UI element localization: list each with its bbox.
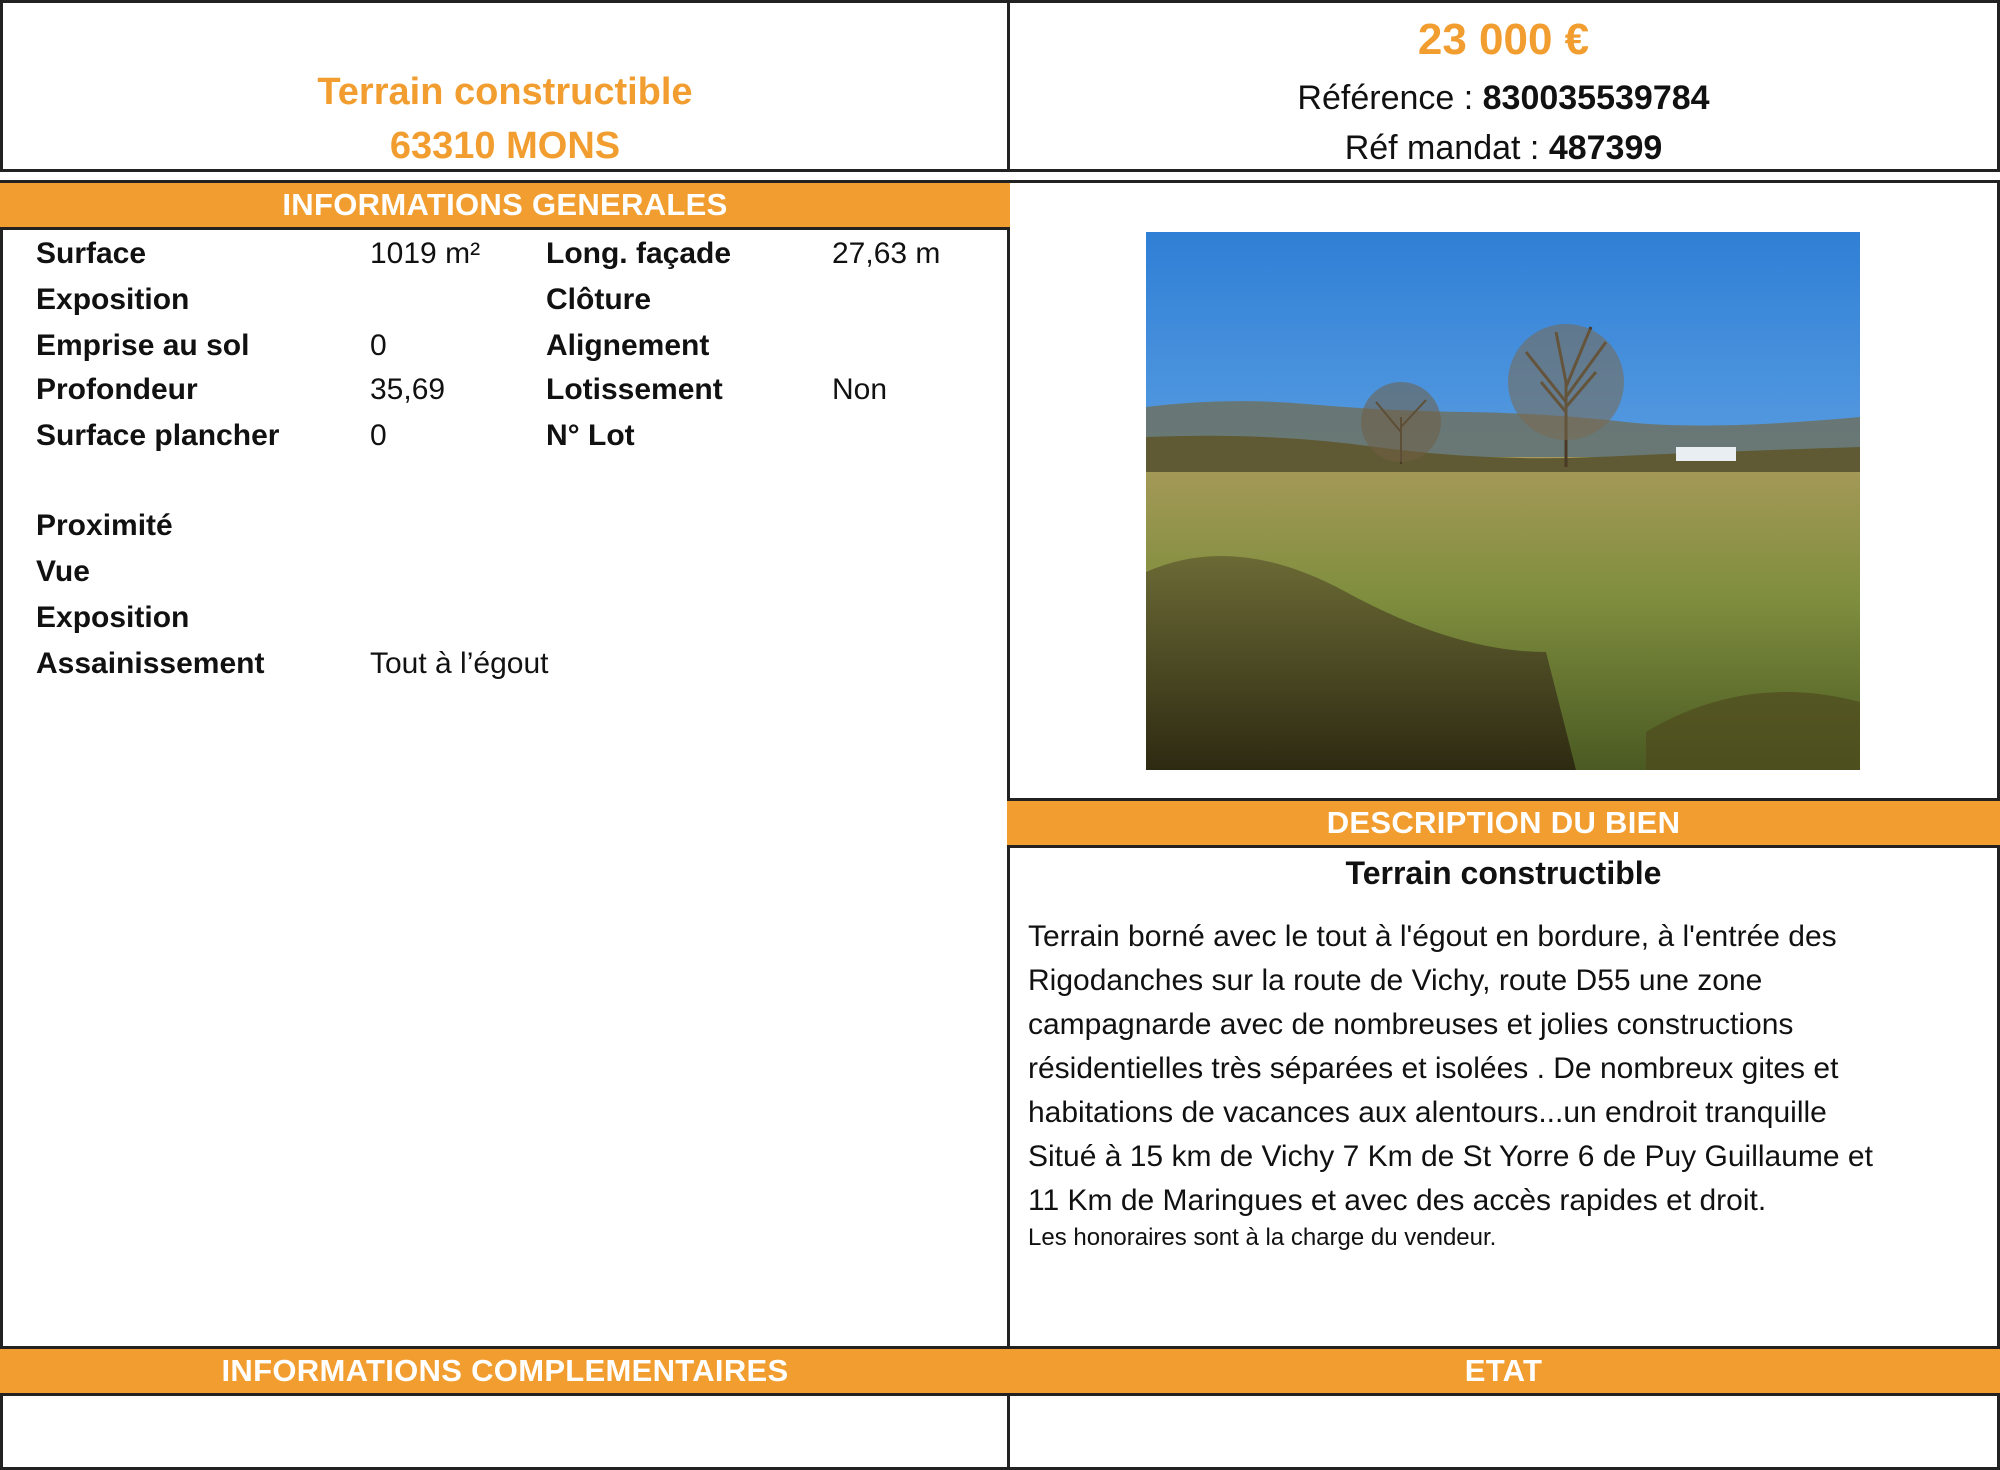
info-value: 27,63 m xyxy=(832,237,941,270)
reference xyxy=(1010,73,1997,123)
info-value: Tout à l’égout xyxy=(370,647,549,680)
description-line: 11 Km de Maringues et avec des accès rapides et droit. xyxy=(1028,1184,1767,1217)
info-label: Assainissement xyxy=(36,647,265,680)
price: 23 000 € xyxy=(1417,15,1590,64)
info-label: Long. façade xyxy=(546,237,732,270)
mandat-label: Réf mandat : xyxy=(1344,129,1549,167)
header-price-box xyxy=(1007,0,2000,172)
info-label: Alignement xyxy=(546,329,710,362)
info-label: Exposition xyxy=(36,601,190,634)
etat-content xyxy=(1010,1396,1997,1470)
info-label: Lotissement xyxy=(546,373,723,406)
reference-value: 830035539784 xyxy=(1482,79,1710,117)
info-complementaires-heading: INFORMATIONS COMPLEMENTAIRES xyxy=(0,1346,1010,1396)
description-subtitle: Terrain constructible xyxy=(1345,855,1662,891)
info-label: Emprise au sol xyxy=(36,329,250,362)
info-value: 35,69 xyxy=(370,373,446,406)
header-title-box xyxy=(0,0,1010,172)
info-complementaires-content xyxy=(3,1396,1007,1470)
description-body xyxy=(1028,915,1968,1223)
property-type: Terrain constructible xyxy=(317,71,693,113)
description-line: Terrain borné avec le tout à l'égout en bordure, à l'entrée des xyxy=(1028,920,1837,953)
info-label: Clôture xyxy=(546,283,651,316)
description-line: Rigodanches sur la route de Vichy, route D55 une zone xyxy=(1028,964,1763,997)
info-label: N° Lot xyxy=(546,419,635,452)
description-line: Situé à 15 km de Vichy 7 Km de St Yorre 6 de Puy Guillaume et xyxy=(1028,1140,1873,1173)
info-label: Surface plancher xyxy=(36,419,280,452)
info-label: Exposition xyxy=(36,283,190,316)
property-title xyxy=(3,65,1007,173)
info-value: 0 xyxy=(370,329,387,362)
info-generales-heading: INFORMATIONS GENERALES xyxy=(0,180,1010,230)
info-label: Vue xyxy=(36,555,90,588)
description-line: habitations de vacances aux alentours...un endroit tranquille xyxy=(1028,1096,1827,1129)
info-value: Non xyxy=(832,373,888,406)
etat-heading: ETAT xyxy=(1007,1346,2000,1396)
mandat xyxy=(1010,123,1997,173)
info-label: Surface xyxy=(36,237,147,270)
mandat-value: 487399 xyxy=(1548,129,1663,167)
fees-note: Les honoraires sont à la charge du vendeur. xyxy=(1028,1224,1497,1251)
info-value: 0 xyxy=(370,419,387,452)
info-value: 1019 m² xyxy=(370,237,481,270)
property-location: 63310 MONS xyxy=(389,125,621,167)
info-label: Profondeur xyxy=(36,373,198,406)
description-heading: DESCRIPTION DU BIEN xyxy=(1007,798,2000,848)
reference-label: Référence : xyxy=(1297,79,1483,117)
description-line: campagnarde avec de nombreuses et jolies constructions xyxy=(1028,1008,1794,1041)
property-photo xyxy=(1146,232,1860,770)
landscape-photo-icon xyxy=(1146,232,1860,770)
info-label: Proximité xyxy=(36,509,173,542)
description-line: résidentielles très séparées et isolées . De nombreux gites et xyxy=(1028,1052,1839,1085)
